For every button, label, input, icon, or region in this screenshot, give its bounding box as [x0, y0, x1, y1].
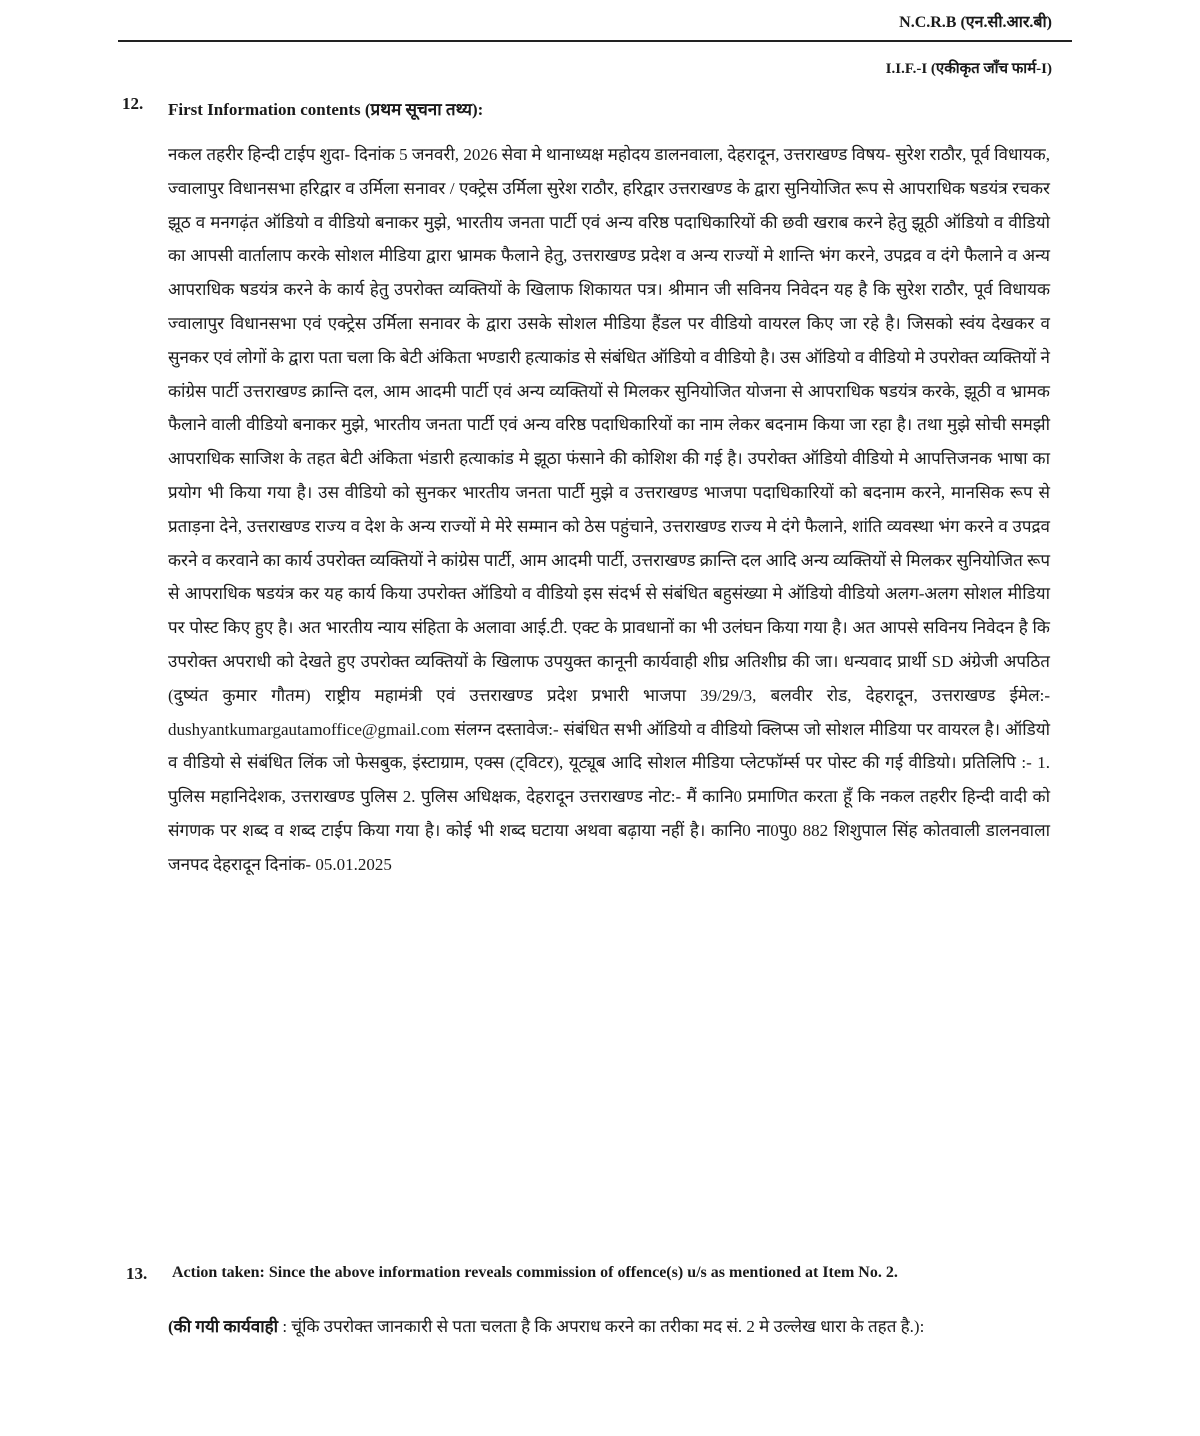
section-13-hindi: [168, 1310, 1028, 1343]
section-13-number: 13.: [126, 1264, 148, 1283]
action-hindi-label: (की गयी कार्यवाही: [168, 1317, 279, 1336]
section-12-number: 12.: [122, 94, 144, 113]
section-13-title: Action taken: Since the above information reveals commission of offence(s) u/s as mentioned at Item No. 2.: [172, 1264, 898, 1281]
header-divider: [118, 40, 1072, 42]
section-12-title: First Information contents (प्रथम सूचना तथ्य):: [168, 100, 484, 119]
action-hindi-text: : चूंकि उपरोक्त जानकारी से पता चलता है कि अपराध करने का तरीका मद सं. 2 मे उल्लेख धारा के तहत है.):: [278, 1317, 925, 1336]
form-label: I.I.F.-I (एकीकृत जाँच फार्म-I): [885, 61, 1052, 77]
ncrb-header: N.C.R.B (एन.सी.आर.बी): [899, 14, 1052, 31]
fir-contents-body: नकल तहरीर हिन्दी टाईप शुदा- दिनांक 5 जनवरी, 2026 सेवा मे थानाध्यक्ष महोदय डालनवाला, देहरादून, उत्तराखण्ड विषय- सुरेश राठौर, पूर्व विधायक, ज्वालापुर विधानसभा हरिद्वार व उर्मिला सनावर / एक्ट्रेस उर्मिला सुरेश राठौर, हरिद्वार उत्तराखण्ड के द्वारा सुनियोजित रूप से आपराधिक षडयंत्र रचकर झूठ व मनगढ़ंत ऑडियो व वीडियो बनाकर मुझे, भारतीय जनता पार्टी एवं अन्य वरिष्ठ पदाधिकारियों की छवी खराब करने हेतु झूठी ऑडियो व वीडियो का आपसी वार्तालाप करके सोशल मीडिया द्वारा भ्रामक फैलाने हेतु, उत्तराखण्ड प्रदेश व अन्य राज्यों मे शान्ति भंग करने, उपद्रव व दंगे फैलाने व अन्य आपराधिक षडयंत्र करने के कार्य हेतु उपरोक्त व्यक्तियों के खिलाफ शिकायत पत्र। श्रीमान जी सविनय निवेदन यह है कि सुरेश राठौर, पूर्व विधायक ज्वालापुर विधानसभा एवं एक्ट्रेस उर्मिला सनावर के द्वारा उसके सोशल मीडिया हैंडल पर वीडियो वायरल किए जा रहे है। जिसको स्वंय देखकर व सुनकर एवं लोगों के द्वारा पता चला कि बेटी अंकिता भण्डारी हत्याकांड से संबंधित ऑडियो व वीडियो है। उस ऑडियो व वीडियो मे उपरोक्त व्यक्तियों ने कांग्रेस पार्टी उत्तराखण्ड क्रान्ति दल, आम आदमी पार्टी एवं अन्य व्यक्तियों से मिलकर सुनियोजित योजना से आपराधिक षडयंत्र करके, झूठी व भ्रामक फैलाने वाली वीडियो बनाकर मुझे, भारतीय जनता पार्टी एवं अन्य वरिष्ठ पदाधिकारियों का नाम लेकर बदनाम किया जा रहा है। तथा मुझे सोची समझी आपराधिक साजिश के तहत बेटी अंकिता भंडारी हत्याकांड मे झूठा फंसाने की कोशिश की गई है। उपरोक्त ऑडियो वीडियो मे आपत्तिजनक भाषा का प्रयोग भी किया गया है। उस वीडियो को सुनकर भारतीय जनता पार्टी मुझे व उत्तराखण्ड भाजपा पदाधिकारियों को बदनाम करने, मानसिक रूप से प्रताड़ना देने, उत्तराखण्ड राज्य व देश के अन्य राज्यों मे मेरे सम्मान को ठेस पहुंचाने, उत्तराखण्ड राज्य मे दंगे फैलाने, शांति व्यवस्था भंग करने व उपद्रव करने व करवाने का कार्य उपरोक्त व्यक्तियों ने कांग्रेस पार्टी, आम आदमी पार्टी, उत्तराखण्ड क्रान्ति दल आदि अन्य व्यक्तियों से मिलकर सुनियोजित रूप से आपराधिक षडयंत्र कर यह कार्य किया उपरोक्त ऑडियो व वीडियो इस संदर्भ से संबंधित बहुसंख्या मे ऑडियो वीडियो अलग-अलग सोशल मीडिया पर पोस्ट किए हुए है। अत भारतीय न्याय संहिता के अलावा आई.टी. एक्ट के प्रावधानों का भी उलंघन किया गया है। अत आपसे सविनय निवेदन है कि उपरोक्त अपराधी को देखते हुए उपरोक्त व्यक्तियों के खिलाफ उपयुक्त कानूनी कार्यवाही शीघ्र अतिशीघ्र की जा। धन्यवाद प्रार्थी SD अंग्रेजी अपठित (दुष्यंत कुमार गौतम) राष्ट्रीय महामंत्री एवं उत्तराखण्ड प्रदेश प्रभारी भाजपा 39/29/3, बलवीर रोड, देहरादून, उत्तराखण्ड ईमेल:-dushyantkumargautamoffice@gmail.com संलग्न दस्तावेज:- संबंधित सभी ऑडियो व वीडियो क्लिप्स जो सोशल मीडिया पर वायरल है। ऑडियो व वीडियो से संबंधित लिंक जो फेसबुक, इंस्टाग्राम, एक्स (ट्विटर), यूट्यूब आदि सोशल मीडिया प्लेटफॉर्म्स पर पोस्ट की गई वीडियो। प्रतिलिपि :- 1. पुलिस महानिदेशक, उत्तराखण्ड पुलिस 2. पुलिस अधिक्षक, देहरादून उत्तराखण्ड नोट:- मैं कानि0 प्रमाणित करता हूँ कि नकल तहरीर हिन्दी वादी को संगणक पर शब्द व शब्द टाईप किया गया है। कोई भी शब्द घटाया अथवा बढ़ाया नहीं है। कानि0 ना0पु0 882 शिशुपाल सिंह कोतवाली डालनवाला जनपद देहरादून दिनांक- 05.01.2025: [168, 145, 1050, 874]
